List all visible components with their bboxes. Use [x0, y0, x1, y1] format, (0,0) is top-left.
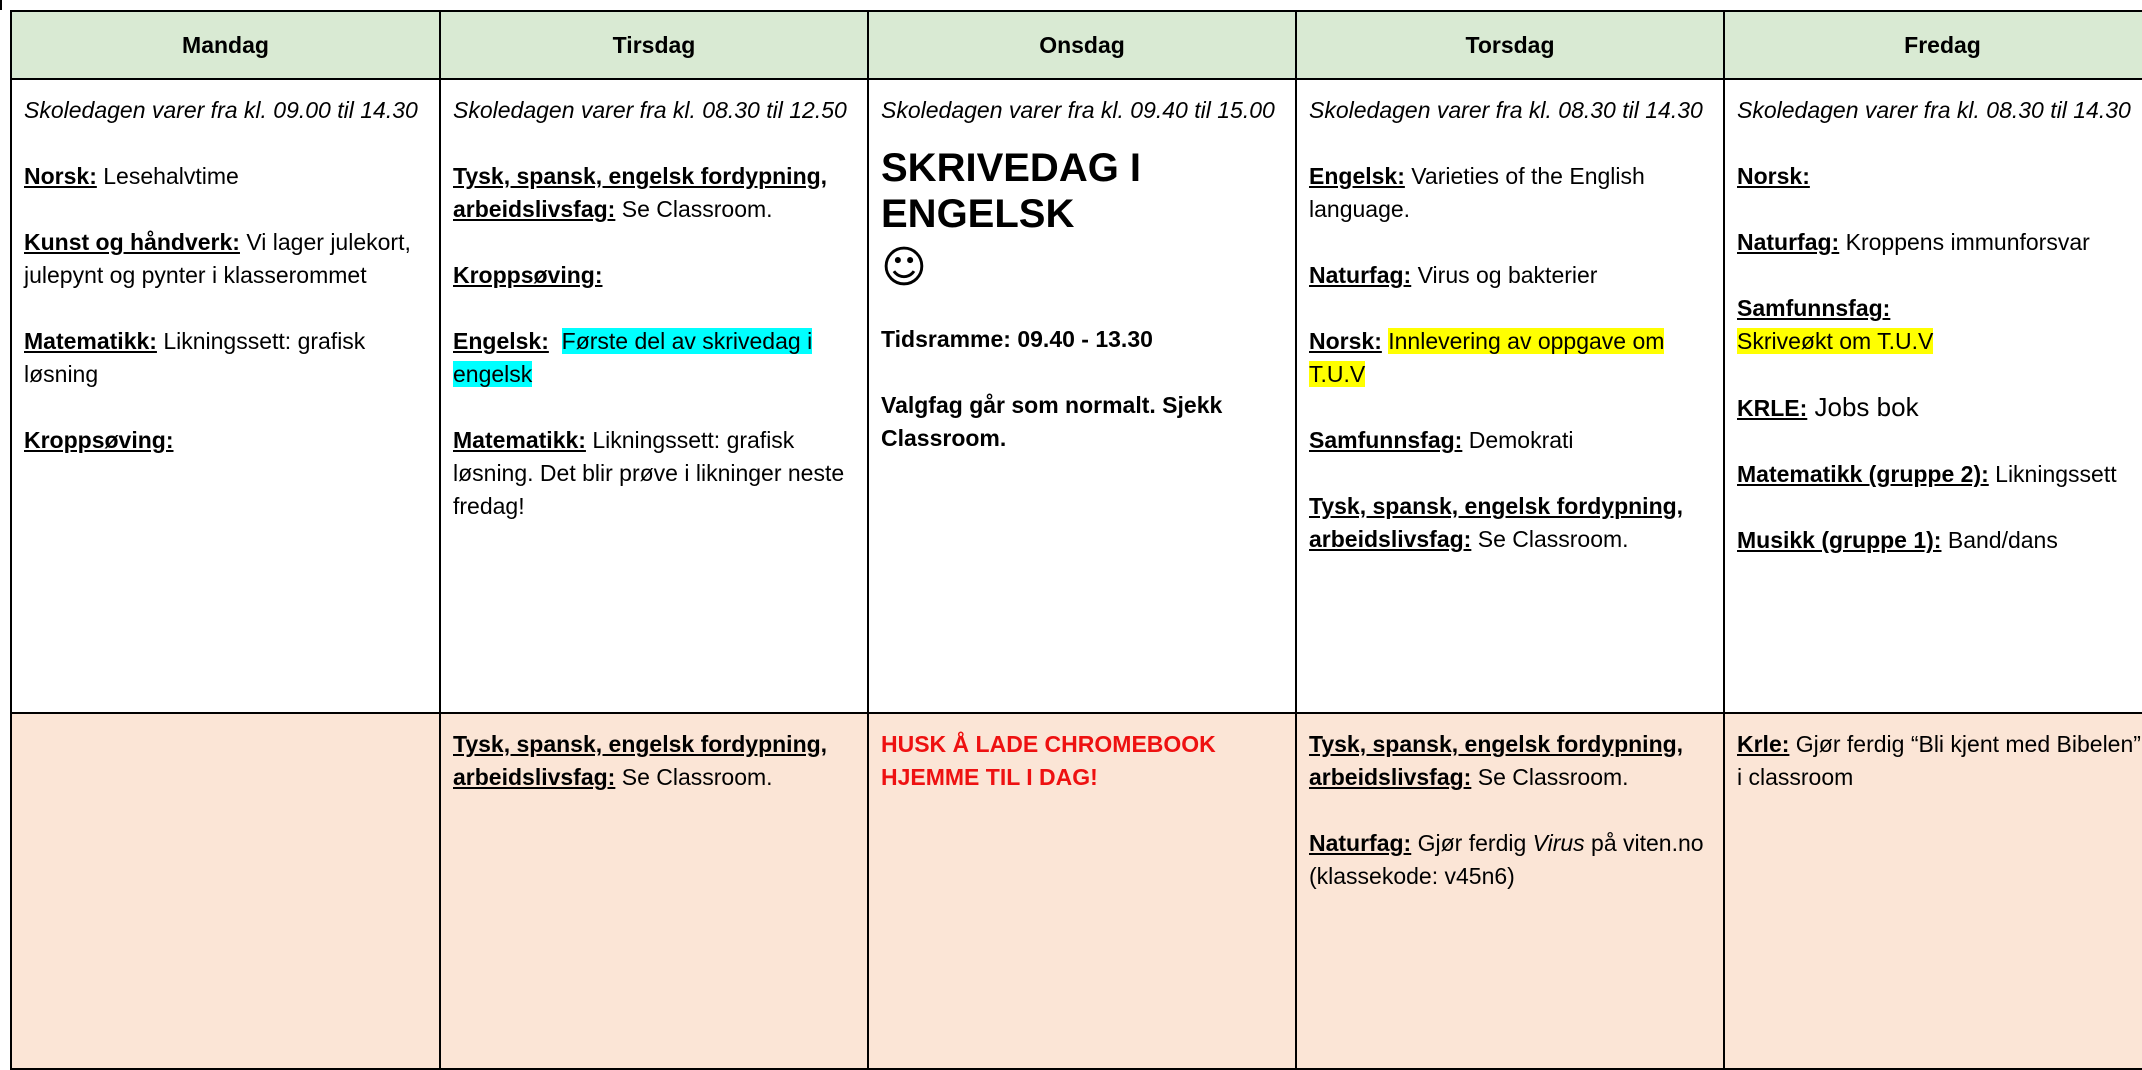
note-wednesday — [868, 713, 1296, 1069]
entry — [1737, 524, 2142, 557]
entry — [1737, 226, 2142, 259]
entry — [453, 259, 855, 292]
entry — [453, 160, 855, 226]
entry-text: Se Classroom. — [1471, 764, 1629, 790]
subject: Naturfag: — [1309, 830, 1412, 856]
entry — [1737, 292, 2142, 358]
school-hours: Skoledagen varer fra kl. 08.30 til 14.30 — [1737, 97, 2131, 123]
entry — [1737, 391, 2142, 425]
elective-note: Valgfag går som normalt. Sjekk Classroom. — [881, 392, 1223, 451]
entry — [1309, 490, 1711, 556]
entry — [453, 325, 855, 391]
entry-text: Lesehalvtime — [96, 163, 239, 189]
note-monday — [11, 713, 440, 1069]
entry — [24, 424, 427, 457]
subject: Krle: — [1737, 731, 1790, 757]
subject: Matematikk: — [453, 427, 586, 453]
school-hours: Skoledagen varer fra kl. 08.30 til 12.50 — [453, 97, 847, 123]
entry — [1309, 325, 1711, 391]
subject: Matematikk: — [24, 328, 157, 354]
entry — [24, 226, 427, 292]
subject: Naturfag: — [1737, 229, 1840, 255]
entry — [1309, 424, 1711, 457]
day-header-friday: Fredag — [1724, 11, 2142, 79]
subject: KRLE: — [1737, 395, 1808, 421]
entry — [24, 160, 427, 193]
highlighted-text: Innlevering av oppgave om T.U.V — [1309, 328, 1665, 387]
timeframe: Tidsramme: 09.40 - 13.30 — [881, 326, 1153, 352]
entry — [1309, 259, 1711, 292]
subject: Naturfag: — [1309, 262, 1412, 288]
entry-text: Varieties of the English language. — [1309, 163, 1645, 222]
day-header-wednesday: Onsdag — [868, 11, 1296, 79]
entry-text: Se Classroom. — [1471, 526, 1629, 552]
entry — [1309, 827, 1711, 893]
entry-text: Gjør ferdig — [1411, 830, 1533, 856]
school-hours: Skoledagen varer fra kl. 09.40 til 15.00 — [881, 97, 1275, 123]
chromebook-reminder: HUSK Å LADE CHROMEBOOK HJEMME TIL I DAG! — [881, 731, 1216, 790]
entry — [453, 424, 855, 523]
subject: Samfunnsfag: — [1309, 427, 1463, 453]
subject: Kroppsøving: — [453, 262, 603, 288]
entry-text: Demokrati — [1462, 427, 1574, 453]
subject: Tysk, spansk, engelsk fordypning, arbeidslivsfag: — [453, 163, 828, 222]
subject: Engelsk: — [453, 328, 549, 354]
subject: Musikk (gruppe 1): — [1737, 527, 1942, 553]
subject: Tysk, spansk, engelsk fordypning, arbeidslivsfag: — [1309, 731, 1684, 790]
entry — [1737, 458, 2142, 491]
entry-text: Vi lager julekort, julepynt og pynter i klasserommet — [24, 229, 411, 288]
cell-wednesday — [868, 79, 1296, 713]
subject: Matematikk (gruppe 2): — [1737, 461, 1989, 487]
entry-text: Se Classroom. — [615, 764, 773, 790]
weekly-plan-table — [10, 10, 2142, 1070]
cell-tuesday — [440, 79, 868, 713]
highlighted-text: Første del av skrivedag i engelsk — [453, 328, 813, 387]
entry-text: Likningssett — [1988, 461, 2117, 487]
schedule-row — [11, 79, 2142, 713]
cell-thursday — [1296, 79, 1724, 713]
entry — [1737, 728, 2142, 794]
cell-friday — [1724, 79, 2142, 713]
entry-text: Band/dans — [1941, 527, 2058, 553]
writing-day-headline: SKRIVEDAG I ENGELSK — [881, 146, 1142, 236]
subject: Engelsk: — [1309, 163, 1405, 189]
entry-text: Likningssett: grafisk løsning. Det blir prøve i likninger neste fredag! — [453, 427, 845, 519]
subject: Kunst og håndverk: — [24, 229, 240, 255]
day-header-tuesday: Tirsdag — [440, 11, 868, 79]
entry-text: Jobs bok — [1807, 392, 1919, 422]
note-tuesday — [440, 713, 868, 1069]
homework-row — [11, 713, 2142, 1069]
note-friday — [1724, 713, 2142, 1069]
page-corner-line — [0, 0, 12, 10]
smiley-icon: ☺ — [881, 242, 927, 293]
entry-text-italic: Virus — [1532, 830, 1585, 856]
day-header-monday: Mandag — [11, 11, 440, 79]
school-hours: Skoledagen varer fra kl. 08.30 til 14.30 — [1309, 97, 1703, 123]
subject: Norsk: — [1309, 328, 1382, 354]
entry-text: Virus og bakterier — [1411, 262, 1598, 288]
entry-text: Likningssett: grafisk løsning — [24, 328, 366, 387]
header-row — [11, 11, 2142, 79]
entry-text: Gjør ferdig “Bli kjent med Bibelen” i classroom — [1737, 731, 2141, 790]
subject: Kroppsøving: — [24, 427, 174, 453]
school-hours: Skoledagen varer fra kl. 09.00 til 14.30 — [24, 97, 418, 123]
entry-text: Kroppens immunforsvar — [1839, 229, 2090, 255]
highlighted-text: Skriveøkt om T.U.V — [1737, 328, 1934, 354]
entry — [453, 728, 855, 794]
subject: Norsk: — [1737, 163, 1810, 189]
entry-text: Se Classroom. — [615, 196, 773, 222]
day-header-thursday: Torsdag — [1296, 11, 1724, 79]
entry — [24, 325, 427, 391]
subject: Samfunnsfag: — [1737, 295, 1891, 321]
entry — [1309, 160, 1711, 226]
subject: Tysk, spansk, engelsk fordypning, arbeidslivsfag: — [453, 731, 828, 790]
note-thursday — [1296, 713, 1724, 1069]
entry — [1309, 728, 1711, 794]
cell-monday — [11, 79, 440, 713]
subject: Norsk: — [24, 163, 97, 189]
subject: Tysk, spansk, engelsk fordypning, arbeidslivsfag: — [1309, 493, 1684, 552]
entry — [1737, 160, 2142, 193]
entry-text: på viten.no (klassekode: v45n6) — [1309, 830, 1704, 889]
